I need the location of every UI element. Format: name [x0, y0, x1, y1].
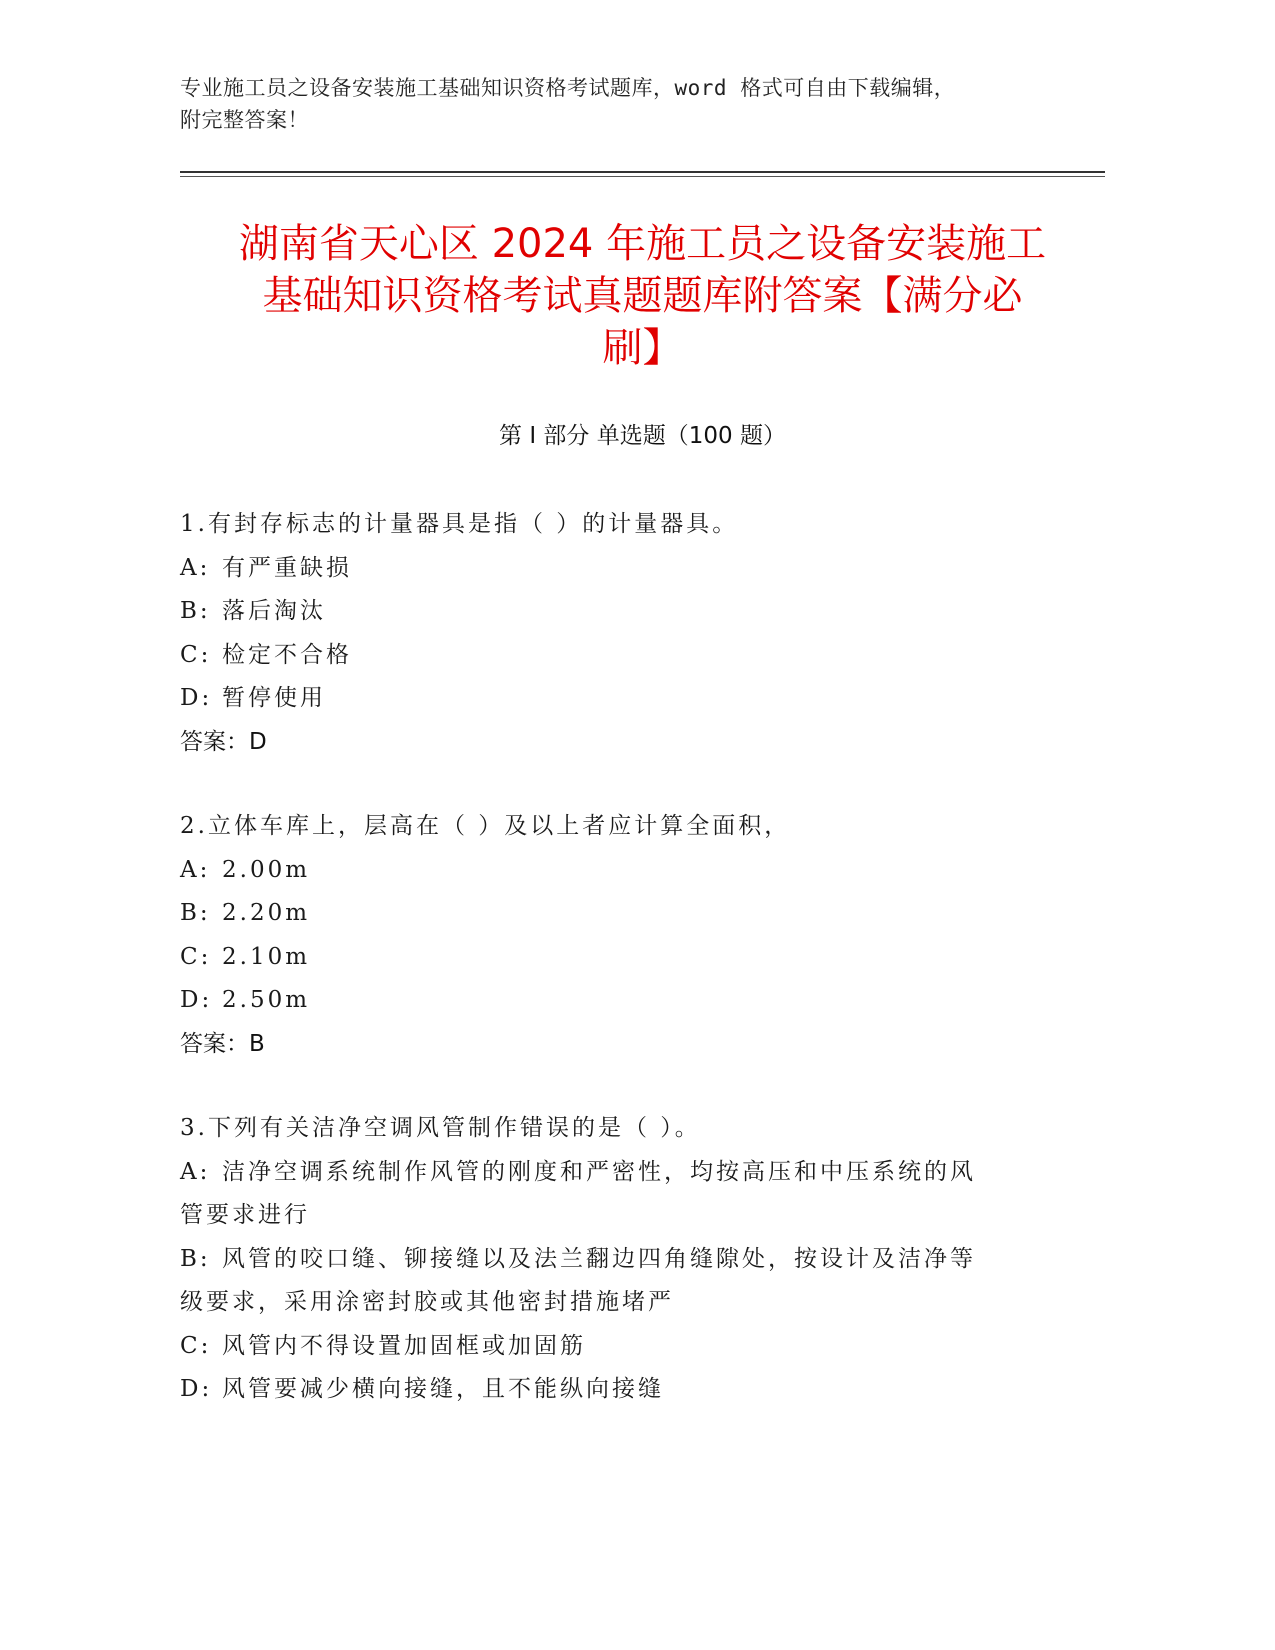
option-d: [180, 677, 1040, 721]
option-text: 暂停使用: [222, 685, 326, 711]
option-b-continuation: 级要求，采用涂密封胶或其他密封措施堵严: [180, 1289, 674, 1315]
option-a: [180, 849, 1040, 893]
option-text: 2.50m: [222, 987, 311, 1013]
option-text: 有严重缺损: [222, 554, 352, 581]
option-text: 落后淘汰: [222, 598, 326, 624]
question-stem: 2.立体车库上，层高在（ ）及以上者应计算全面积，: [180, 813, 791, 839]
question-item: [180, 1107, 1040, 1412]
option-key: A:: [180, 1158, 211, 1185]
option-text: 2.00m: [222, 856, 311, 883]
option-a: [180, 1151, 1040, 1195]
option-key: C:: [180, 943, 212, 970]
option-key: D:: [180, 987, 213, 1013]
option-key: C:: [180, 641, 212, 668]
option-c: [180, 1325, 1040, 1369]
option-key: B:: [180, 900, 211, 926]
option-key: B:: [180, 1245, 211, 1272]
answer-line: 答案：D: [180, 728, 267, 755]
question-list: [180, 503, 1040, 1453]
option-text: 风管的咬口缝、铆接缝以及法兰翻边四角缝隙处，按设计及洁净等: [222, 1245, 976, 1272]
header-note-line-2: 附完整答案！: [180, 108, 309, 132]
question-item: [180, 503, 1040, 764]
option-key: D:: [180, 685, 213, 711]
option-key: A:: [180, 856, 211, 883]
option-key: D:: [180, 1376, 213, 1402]
option-text: 风管内不得设置加固框或加固筋: [222, 1332, 586, 1359]
option-d: [180, 979, 1040, 1023]
title-line-3: 刷】: [602, 325, 683, 371]
option-text: 2.20m: [222, 900, 311, 926]
section-heading: 第 I 部分 单选题（100 题）: [499, 423, 786, 449]
option-b: [180, 892, 1040, 936]
document-page: [180, 0, 1105, 1650]
option-key: B:: [180, 598, 211, 624]
answer-line: 答案：B: [180, 1030, 265, 1057]
option-text: 检定不合格: [222, 641, 352, 668]
header-note-line-1: 专业施工员之设备安装施工基础知识资格考试题库，word 格式可自由下载编辑，: [180, 76, 956, 100]
option-text: 2.10m: [222, 943, 311, 970]
option-key: C:: [180, 1332, 212, 1359]
title-line-2: 基础知识资格考试真题题库附答案【满分必: [262, 273, 1023, 319]
question-stem: 1.有封存标志的计量器具是指（ ）的计量器具。: [180, 511, 739, 537]
header-divider-thick: [180, 171, 1105, 173]
option-b: [180, 1238, 1040, 1282]
option-text: 风管要减少横向接缝，且不能纵向接缝: [222, 1376, 664, 1402]
header-divider-thin: [180, 176, 1105, 177]
option-a-continuation: 管要求进行: [180, 1202, 310, 1228]
question-item: [180, 805, 1040, 1066]
option-d: [180, 1368, 1040, 1412]
header-note: [180, 72, 1060, 136]
question-stem: 3.下列有关洁净空调风管制作错误的是（ ）。: [180, 1115, 701, 1141]
title-line-1: 湖南省天心区 2024 年施工员之设备安装施工: [238, 221, 1047, 267]
option-c: [180, 634, 1040, 678]
option-c: [180, 936, 1040, 980]
option-key: A:: [180, 554, 211, 581]
option-b: [180, 590, 1040, 634]
option-a: [180, 547, 1040, 591]
option-text: 洁净空调系统制作风管的刚度和严密性，均按高压和中压系统的风: [222, 1158, 976, 1185]
document-title: [175, 218, 1110, 374]
